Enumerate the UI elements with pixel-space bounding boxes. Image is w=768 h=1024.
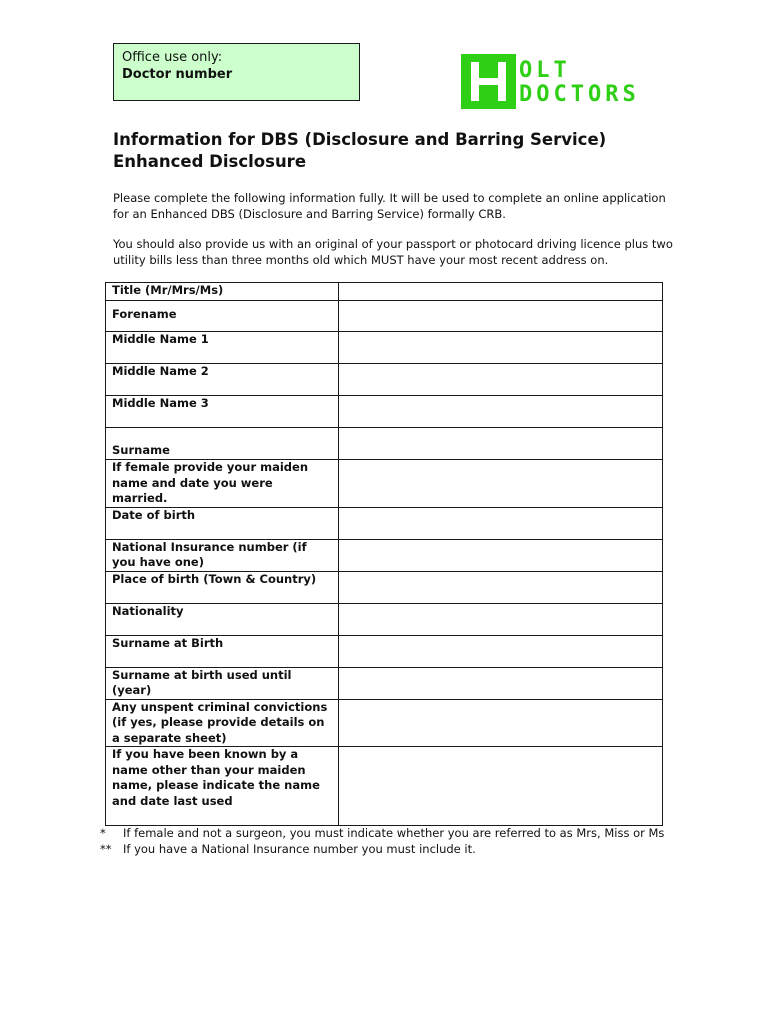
row-label-middle-name-1: Middle Name 1	[106, 332, 339, 364]
page-title: Information for DBS (Disclosure and Barring Service) Enhanced Disclosure	[113, 130, 607, 171]
holt-doctors-logo	[461, 54, 679, 110]
field-maiden-name[interactable]	[339, 460, 663, 508]
table-row	[106, 364, 663, 396]
row-label-national-insurance: National Insurance number (if you have one)	[106, 539, 339, 571]
dbs-form-table	[105, 282, 663, 826]
row-label-criminal-convictions: Any unspent criminal convictions (if yes, please provide details on a separate sheet)	[106, 699, 339, 747]
office-use-label: Office use only:	[122, 50, 223, 65]
table-row	[106, 301, 663, 332]
row-label-surname-used-until: Surname at birth used until (year)	[106, 667, 339, 699]
field-national-insurance[interactable]	[339, 539, 663, 571]
table-row	[106, 699, 663, 747]
field-date-of-birth[interactable]	[339, 507, 663, 539]
logo-word-1: OLT	[519, 58, 571, 83]
table-row	[106, 460, 663, 508]
row-label-forename: Forename	[106, 301, 339, 332]
row-label-nationality: Nationality	[106, 603, 339, 635]
field-middle-name-1[interactable]	[339, 332, 663, 364]
footnote-text: If you have a National Insurance number you must include it.	[123, 842, 476, 856]
table-row	[106, 747, 663, 826]
logo-word-2: DOCTORS	[519, 82, 640, 107]
intro-paragraph: Please complete the following information fully. It will be used to complete an online application for an Enhanced DBS (Disclosure and Barring Service) formally CRB.	[113, 191, 666, 221]
field-middle-name-3[interactable]	[339, 396, 663, 428]
row-label-maiden-name: If female provide your maiden name and date you were married.	[106, 460, 339, 508]
field-nationality[interactable]	[339, 603, 663, 635]
office-use-box	[113, 43, 360, 101]
doctor-number-label: Doctor number	[122, 67, 233, 82]
footnote-marker: **	[100, 842, 112, 856]
row-label-place-of-birth: Place of birth (Town & Country)	[106, 571, 339, 603]
table-row	[106, 428, 663, 460]
row-label-title: Title (Mr/Mrs/Ms)	[106, 283, 339, 301]
table-row	[106, 571, 663, 603]
table-row	[106, 635, 663, 667]
table-row	[106, 396, 663, 428]
footnote-marker: *	[100, 826, 106, 840]
footnote-text: If female and not a surgeon, you must indicate whether you are referred to as Mrs, Miss or Ms	[123, 826, 665, 840]
row-label-other-names: If you have been known by a name other than your maiden name, please indicate the name and date last used	[106, 747, 339, 826]
table-row	[106, 332, 663, 364]
field-criminal-convictions[interactable]	[339, 699, 663, 747]
footnotes	[100, 825, 680, 857]
field-middle-name-2[interactable]	[339, 364, 663, 396]
row-label-surname: Surname	[106, 428, 339, 460]
table-row	[106, 667, 663, 699]
field-surname-at-birth[interactable]	[339, 635, 663, 667]
row-label-surname-at-birth: Surname at Birth	[106, 635, 339, 667]
field-surname-used-until[interactable]	[339, 667, 663, 699]
field-other-names[interactable]	[339, 747, 663, 826]
documents-paragraph: You should also provide us with an original of your passport or photocard driving licence plus two utility bills less than three months old which MUST have your most recent address on.	[113, 237, 673, 267]
row-label-middle-name-2: Middle Name 2	[106, 364, 339, 396]
row-label-middle-name-3: Middle Name 3	[106, 396, 339, 428]
table-row	[106, 539, 663, 571]
table-row	[106, 507, 663, 539]
footnote	[100, 825, 680, 841]
field-title[interactable]	[339, 283, 663, 301]
table-row	[106, 603, 663, 635]
table-row	[106, 283, 663, 301]
field-forename[interactable]	[339, 301, 663, 332]
field-place-of-birth[interactable]	[339, 571, 663, 603]
footnote	[100, 841, 680, 857]
logo-h-mark	[461, 54, 516, 109]
row-label-date-of-birth: Date of birth	[106, 507, 339, 539]
field-surname[interactable]	[339, 428, 663, 460]
